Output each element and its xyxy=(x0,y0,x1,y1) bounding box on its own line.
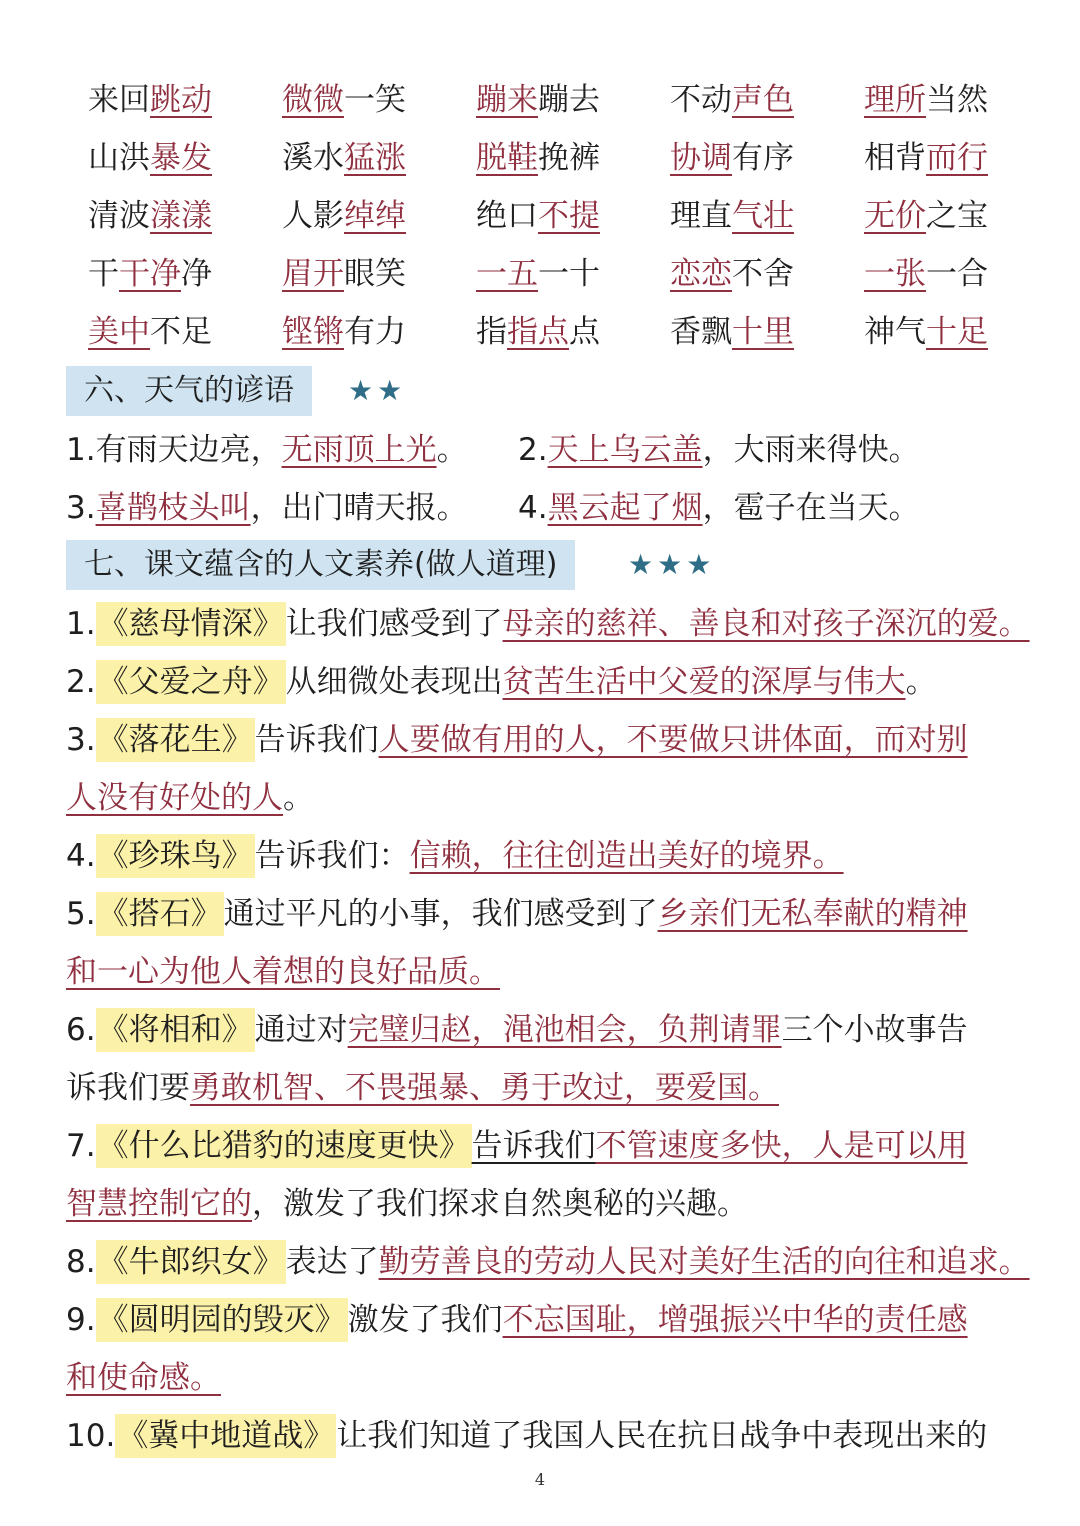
idiom-answer: 猛涨 xyxy=(344,140,406,176)
proverb-answer: 喜鹊枝头叫 xyxy=(95,490,251,526)
idiom-cell xyxy=(864,254,988,294)
idiom-given: 相背 xyxy=(864,140,926,176)
idiom-answer: 协调 xyxy=(670,140,732,176)
idiom-cell xyxy=(476,254,600,294)
lesson-title: 《冀中地道战》 xyxy=(115,1414,336,1458)
idiom-cell xyxy=(88,196,212,236)
idiom-answer: 绰绰 xyxy=(344,198,406,234)
idiom-answer: 气壮 xyxy=(732,198,794,234)
idiom-cell xyxy=(864,312,988,352)
proverb-answer: 黑云起了烟 xyxy=(547,490,703,526)
idiom-cell xyxy=(864,80,988,120)
idiom-answer: 而行 xyxy=(926,140,988,176)
idiom-answer: 蹦来 xyxy=(476,82,538,118)
idiom-answer: 恋恋 xyxy=(670,256,732,292)
lesson-item-5-cont xyxy=(66,952,1014,992)
lesson-title: 《珍珠鸟》 xyxy=(96,834,255,878)
lesson-item-9-cont xyxy=(66,1358,1014,1398)
idiom-given: 有力 xyxy=(344,314,406,350)
idiom-given: 理直 xyxy=(670,198,732,234)
idiom-cell xyxy=(282,196,406,236)
lesson-answer: 和使命感。 xyxy=(66,1360,221,1396)
lesson-answer: 母亲的慈祥、善良和对孩子深沉的爱。 xyxy=(502,606,1030,642)
lesson-answer: 不忘国耻，增强振兴中华的责任感 xyxy=(502,1302,968,1338)
lesson-answer: 不管速度多快，人是可以用 xyxy=(595,1128,968,1164)
idiom-given: 山洪 xyxy=(88,140,150,176)
idiom-cell xyxy=(476,80,600,120)
lesson-answer: 勤劳善良的劳动人民对美好生活的向往和追求。 xyxy=(378,1244,1030,1280)
difficulty-stars: ★★ xyxy=(348,374,407,407)
idiom-answer: 指点 xyxy=(507,314,569,350)
idiom-given: 一合 xyxy=(926,256,988,292)
lesson-answer: 人要做有用的人，不要做只讲体面，而对别 xyxy=(378,722,968,758)
lesson-item-1: 1.《慈母情深》让我们感受到了母亲的慈祥、善良和对孩子深沉的爱。 xyxy=(66,604,1014,644)
lesson-title: 《慈母情深》 xyxy=(96,602,286,646)
lesson-item-2: 2.《父爱之舟》从细微处表现出贫苦生活中父爱的深厚与伟大。 xyxy=(66,662,1014,702)
idiom-given: 蹦去 xyxy=(538,82,600,118)
lesson-item-7: 7.《什么比猎豹的速度更快》告诉我们不管速度多快，人是可以用 xyxy=(66,1126,1014,1166)
idiom-cell xyxy=(88,80,212,120)
idiom-given: 干 xyxy=(88,256,119,292)
idiom-given: 眼笑 xyxy=(344,256,406,292)
idiom-answer: 声色 xyxy=(732,82,794,118)
idiom-cell xyxy=(282,80,406,120)
lesson-item-8: 8.《牛郎织女》表达了勤劳善良的劳动人民对美好生活的向往和追求。 xyxy=(66,1242,1014,1282)
proverb-4: 4.黑云起了烟，雹子在当天。 xyxy=(518,490,920,526)
idiom-cell xyxy=(670,80,794,120)
idiom-given: 人影 xyxy=(282,198,344,234)
idiom-given: 净 xyxy=(181,256,212,292)
idiom-answer: 一五 xyxy=(476,256,538,292)
idiom-cell xyxy=(282,254,406,294)
section-6-title: 六、天气的谚语 xyxy=(66,366,312,416)
lesson-title: 《将相和》 xyxy=(96,1008,255,1052)
idiom-answer: 脱鞋 xyxy=(476,140,538,176)
proverb-answer: 无雨顶上光 xyxy=(281,432,437,468)
idiom-answer: 微微 xyxy=(282,82,344,118)
idiom-answer: 干净 xyxy=(119,256,181,292)
idiom-given: 香飘 xyxy=(670,314,732,350)
lesson-item-6: 6.《将相和》通过对完璧归赵，渑池相会，负荆请罪三个小故事告 xyxy=(66,1010,1014,1050)
lesson-title: 《圆明园的毁灭》 xyxy=(96,1298,348,1342)
idiom-given: 指 xyxy=(476,314,507,350)
lesson-answer: 完璧归赵，渑池相会，负荆请罪 xyxy=(347,1012,782,1048)
idiom-given: 点 xyxy=(569,314,600,350)
idiom-given: 有序 xyxy=(732,140,794,176)
lesson-answer: 勇敢机智、不畏强暴、勇于改过，要爱国。 xyxy=(190,1070,779,1106)
lesson-title: 《父爱之舟》 xyxy=(96,660,286,704)
lesson-answer: 人没有好处的人 xyxy=(66,780,283,816)
idiom-cell xyxy=(476,196,600,236)
idiom-given: 神气 xyxy=(864,314,926,350)
idiom-answer: 理所 xyxy=(864,82,926,118)
idiom-answer: 一张 xyxy=(864,256,926,292)
lesson-title: 《什么比猎豹的速度更快》 xyxy=(96,1124,472,1168)
idiom-cell xyxy=(670,138,794,178)
idiom-given: 来回 xyxy=(88,82,150,118)
lesson-item-7-cont: 智慧控制它的，激发了我们探求自然奥秘的兴趣。 xyxy=(66,1186,748,1222)
section-7-title: 七、课文蕴含的人文素养(做人道理) xyxy=(66,540,575,590)
idiom-cell xyxy=(88,138,212,178)
idiom-given: 清波 xyxy=(88,198,150,234)
lesson-title: 《搭石》 xyxy=(96,892,224,936)
idiom-answer: 铿锵 xyxy=(282,314,344,350)
idiom-answer: 暴发 xyxy=(150,140,212,176)
proverb-2: 2.天上乌云盖，大雨来得快。 xyxy=(518,432,920,468)
lesson-title: 《落花生》 xyxy=(96,718,255,762)
idiom-given: 不动 xyxy=(670,82,732,118)
idiom-answer: 眉开 xyxy=(282,256,344,292)
idiom-given: 不舍 xyxy=(732,256,794,292)
idiom-given: 绝口 xyxy=(476,198,538,234)
idiom-given: 溪水 xyxy=(282,140,344,176)
lesson-answer: 贫苦生活中父爱的深厚与伟大 xyxy=(502,664,906,700)
lesson-title: 《牛郎织女》 xyxy=(96,1240,286,1284)
lesson-item-4: 4.《珍珠鸟》告诉我们：信赖，往往创造出美好的境界。 xyxy=(66,836,1014,876)
idiom-cell xyxy=(88,254,212,294)
idiom-cell xyxy=(282,138,406,178)
idiom-answer: 不提 xyxy=(538,198,600,234)
idiom-given: 当然 xyxy=(926,82,988,118)
idiom-cell xyxy=(864,196,988,236)
proverb-answer: 天上乌云盖 xyxy=(547,432,703,468)
idiom-answer: 无价 xyxy=(864,198,926,234)
idiom-cell xyxy=(282,312,406,352)
idiom-cell xyxy=(670,196,794,236)
lesson-item-9: 9.《圆明园的毁灭》激发了我们不忘国耻，增强振兴中华的责任感 xyxy=(66,1300,1014,1340)
idiom-given: 挽裤 xyxy=(538,140,600,176)
idiom-cell xyxy=(670,254,794,294)
proverb-line-2: 3.喜鹊枝头叫，出门晴天报。 4.黑云起了烟，雹子在当天。 xyxy=(66,490,920,526)
lesson-item-3-cont: 人没有好处的人。 xyxy=(66,780,314,816)
page-number: 4 xyxy=(534,1470,546,1489)
idiom-cell xyxy=(476,138,600,178)
idiom-given: 一笑 xyxy=(344,82,406,118)
lesson-answer: 信赖，往往创造出美好的境界。 xyxy=(409,838,844,874)
idiom-answer: 十里 xyxy=(732,314,794,350)
idiom-answer: 漾漾 xyxy=(150,198,212,234)
lesson-item-10: 10.《冀中地道战》让我们知道了我国人民在抗日战争中表现出来的 xyxy=(66,1416,1014,1456)
difficulty-stars: ★★★ xyxy=(628,548,716,581)
idiom-given: 之宝 xyxy=(926,198,988,234)
idiom-given: 不足 xyxy=(150,314,212,350)
lesson-answer: 乡亲们无私奉献的精神 xyxy=(657,896,968,932)
idiom-given: 一十 xyxy=(538,256,600,292)
idiom-cell xyxy=(670,312,794,352)
lesson-answer: 和一心为他人着想的良好品质。 xyxy=(66,954,500,990)
proverb-line-1: 1.有雨天边亮，无雨顶上光。 2.天上乌云盖，大雨来得快。 xyxy=(66,432,920,468)
idiom-cell xyxy=(88,312,212,352)
lesson-answer: 智慧控制它的 xyxy=(66,1186,252,1222)
lesson-item-6-cont: 诉我们要勇敢机智、不畏强暴、勇于改过，要爱国。 xyxy=(66,1070,779,1106)
idiom-cell xyxy=(476,312,600,352)
idiom-cell xyxy=(864,138,988,178)
lesson-item-3: 3.《落花生》告诉我们人要做有用的人，不要做只讲体面，而对别 xyxy=(66,720,1014,760)
idiom-answer: 跳动 xyxy=(150,82,212,118)
idiom-answer: 十足 xyxy=(926,314,988,350)
lesson-item-5: 5.《搭石》通过平凡的小事，我们感受到了乡亲们无私奉献的精神 xyxy=(66,894,1014,934)
idiom-answer: 美中 xyxy=(88,314,150,350)
